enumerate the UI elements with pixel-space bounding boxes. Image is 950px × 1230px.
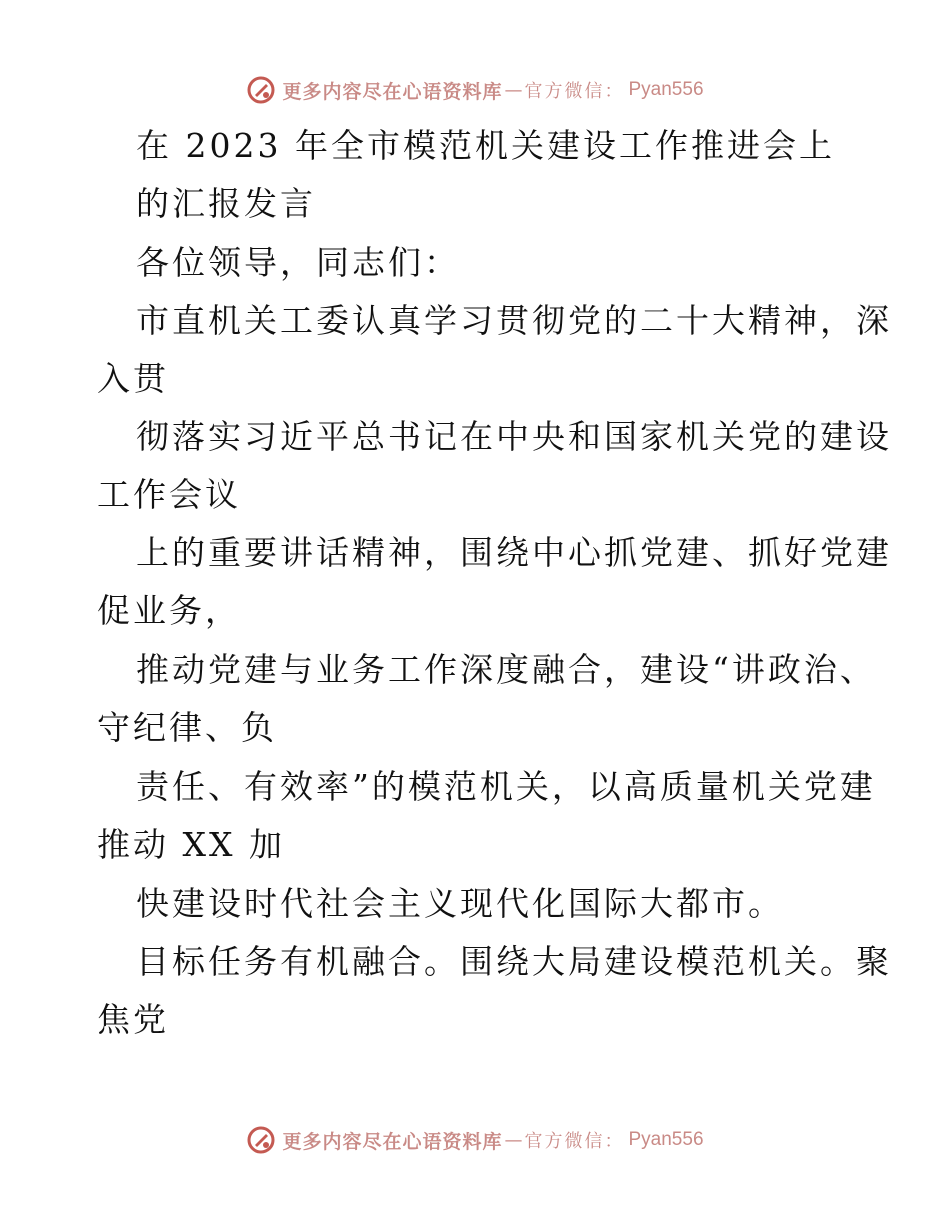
paragraph-line: 守纪律、负 <box>97 708 277 747</box>
paragraph-line: 推动党建与业务工作深度融合，建设“讲政治、 <box>136 650 876 689</box>
paragraph-line: 工作会议 <box>97 475 241 514</box>
footer-watermark <box>0 1120 950 1160</box>
header-watermark <box>0 70 950 110</box>
document-title-line-1: 在 2023 年全市模范机关建设工作推进会上 <box>136 126 835 165</box>
paragraph-line: 彻落实习近平总书记在中央和国家机关党的建设 <box>136 417 892 456</box>
brand-logo-icon <box>246 75 276 105</box>
watermark-brand-text: 更多内容尽在心语资料库 <box>282 1130 503 1153</box>
brand-logo-icon <box>246 1125 276 1155</box>
watermark-separator: — <box>504 79 523 101</box>
paragraph-line: 入贯 <box>97 359 169 398</box>
watermark-wechat-id: Pyan556 <box>628 1129 704 1150</box>
watermark-wechat-label: 官方微信： <box>524 1131 625 1152</box>
paragraph-line: 推动 XX 加 <box>97 825 285 864</box>
salutation: 各位领导，同志们： <box>136 243 460 282</box>
paragraph-line: 促业务， <box>97 591 241 630</box>
watermark-wechat-id: Pyan556 <box>628 79 704 100</box>
paragraph-line: 上的重要讲话精神，围绕中心抓党建、抓好党建 <box>136 533 892 572</box>
paragraph-line: 市直机关工委认真学习贯彻党的二十大精神，深 <box>136 301 892 340</box>
paragraph-line: 快建设时代社会主义现代化国际大都市。 <box>136 884 784 923</box>
paragraph-line: 目标任务有机融合。围绕大局建设模范机关。聚 <box>136 942 892 981</box>
watermark-separator: — <box>504 1129 523 1151</box>
paragraph-line: 责任、有效率”的模范机关，以高质量机关党建 <box>136 767 876 806</box>
document-title-line-2: 的汇报发言 <box>136 184 316 223</box>
paragraph-line: 焦党 <box>97 1000 169 1039</box>
watermark-wechat-label: 官方微信： <box>524 81 625 102</box>
watermark-brand-text: 更多内容尽在心语资料库 <box>282 80 503 103</box>
